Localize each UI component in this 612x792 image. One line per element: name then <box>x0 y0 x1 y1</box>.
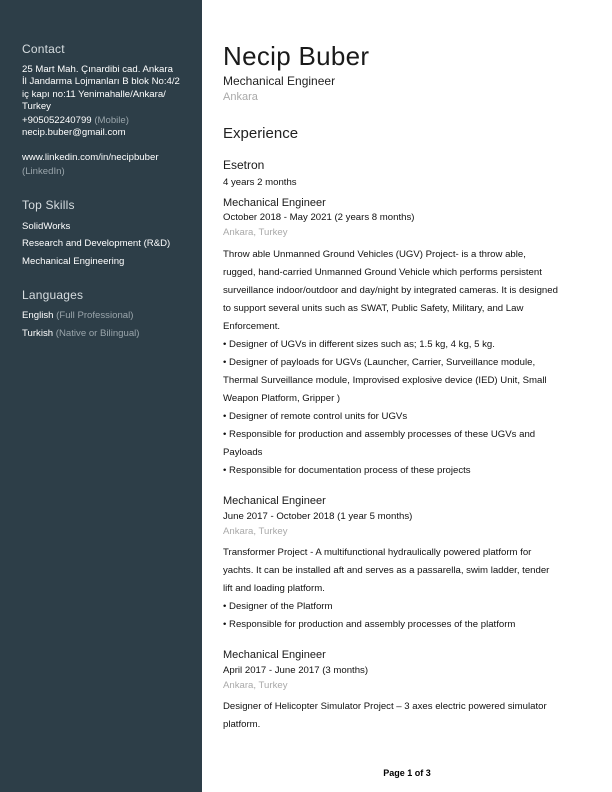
job-place: Ankara, Turkey <box>223 526 288 537</box>
headline: Mechanical Engineer <box>223 74 336 88</box>
job-role: Mechanical Engineer <box>223 649 326 661</box>
address-line: 25 Mart Mah. Çınardibi cad. Ankara <box>22 64 173 75</box>
language-name: Turkish <box>22 328 54 339</box>
language-item <box>22 310 133 321</box>
location: Ankara <box>223 91 258 103</box>
page-number <box>0 768 612 778</box>
experience-title: Experience <box>223 125 299 142</box>
linkedin-label: (LinkedIn) <box>22 166 65 177</box>
skill-item: Mechanical Engineering <box>22 256 125 267</box>
skills-title: Top Skills <box>22 198 75 212</box>
job-description-line: • Responsible for production and assembly processes of these UGVs and <box>223 429 536 440</box>
job-dates: June 2017 - October 2018 (1 year 5 months) <box>223 511 413 522</box>
job-role: Mechanical Engineer <box>223 197 326 209</box>
job-place: Ankara, Turkey <box>223 680 288 691</box>
job-dates: April 2017 - June 2017 (3 months) <box>223 665 369 676</box>
job-description-line: • Designer of payloads for UGVs (Launcher, Carrier, Surveillance module, <box>223 357 536 368</box>
language-level: (Native or Bilingual) <box>55 328 140 339</box>
job-description-line: Weapon Platform, Gripper ) <box>223 393 341 404</box>
skill-item: Research and Development (R&D) <box>22 238 171 249</box>
job-description-line: Throw able Unmanned Ground Vehicles (UGV) Project- is a throw able, <box>223 249 526 260</box>
job-description-line: • Designer of UGVs in different sizes such as; 1.5 kg, 4 kg, 5 kg. <box>223 339 495 350</box>
job-description-line: Payloads <box>223 447 263 458</box>
languages-title: Languages <box>22 288 84 302</box>
sidebar <box>0 0 202 792</box>
company-name: Esetron <box>223 158 265 172</box>
language-name: English <box>22 310 54 321</box>
job-description-line: lift and loading platform. <box>223 583 325 594</box>
job-description-line: Enforcement. <box>223 321 281 332</box>
job-place: Ankara, Turkey <box>223 227 288 238</box>
job-description-line: • Designer of remote control units for UGVs <box>223 411 408 422</box>
job-description-line: Thermal Surveillance module, Improvised explosive device (IED) Unit, Small <box>223 375 547 386</box>
skill-item: SolidWorks <box>22 221 71 232</box>
job-description-line: surveillance indoor/outdoor and day/night by integrated cameras. It is designed <box>223 285 558 296</box>
job-description-line: platform. <box>223 719 261 730</box>
company-duration: 4 years 2 months <box>223 177 297 188</box>
job-description-line: • Responsible for production and assembly processes of the platform <box>223 619 516 630</box>
job-description-line: • Responsible for documentation process of these projects <box>223 465 471 476</box>
job-description-line: Transformer Project - A multifunctional hydraulically powered platform for <box>223 547 532 558</box>
linkedin-link[interactable]: www.linkedin.com/in/necipbuber <box>22 152 159 163</box>
phone-type: (Mobile) <box>94 115 129 126</box>
job-dates: October 2018 - May 2021 (2 years 8 months) <box>223 212 415 223</box>
language-item <box>22 328 140 339</box>
email-link[interactable]: necip.buber@gmail.com <box>22 127 126 138</box>
language-level: (Full Professional) <box>56 310 134 321</box>
job-description-line: • Designer of the Platform <box>223 601 333 612</box>
address-line: iç kapı no:11 Yenimahalle/Ankara/ <box>22 89 166 100</box>
phone-line <box>22 115 129 126</box>
page-label: Page 1 of 3 <box>383 768 431 778</box>
address-line: İl Jandarma Lojmanları B blok No:4/2 <box>22 76 180 87</box>
address-line: Turkey <box>22 101 51 112</box>
contact-title: Contact <box>22 42 65 56</box>
job-description-line: rugged, hand-carried Unmanned Ground Vehicle which performs persistent <box>223 267 542 278</box>
job-description-line: Designer of Helicopter Simulator Project – 3 axes electric powered simulator <box>223 701 547 712</box>
job-description-line: yachts. It can be installed aft and serves as a passarella, swim ladder, tender <box>223 565 550 576</box>
job-role: Mechanical Engineer <box>223 495 326 507</box>
phone-number[interactable]: +905052240799 <box>22 115 92 126</box>
job-description-line: to support several units such as SWAT, Public Safety, Military, and Law <box>223 303 524 314</box>
person-name: Necip Buber <box>223 41 370 71</box>
